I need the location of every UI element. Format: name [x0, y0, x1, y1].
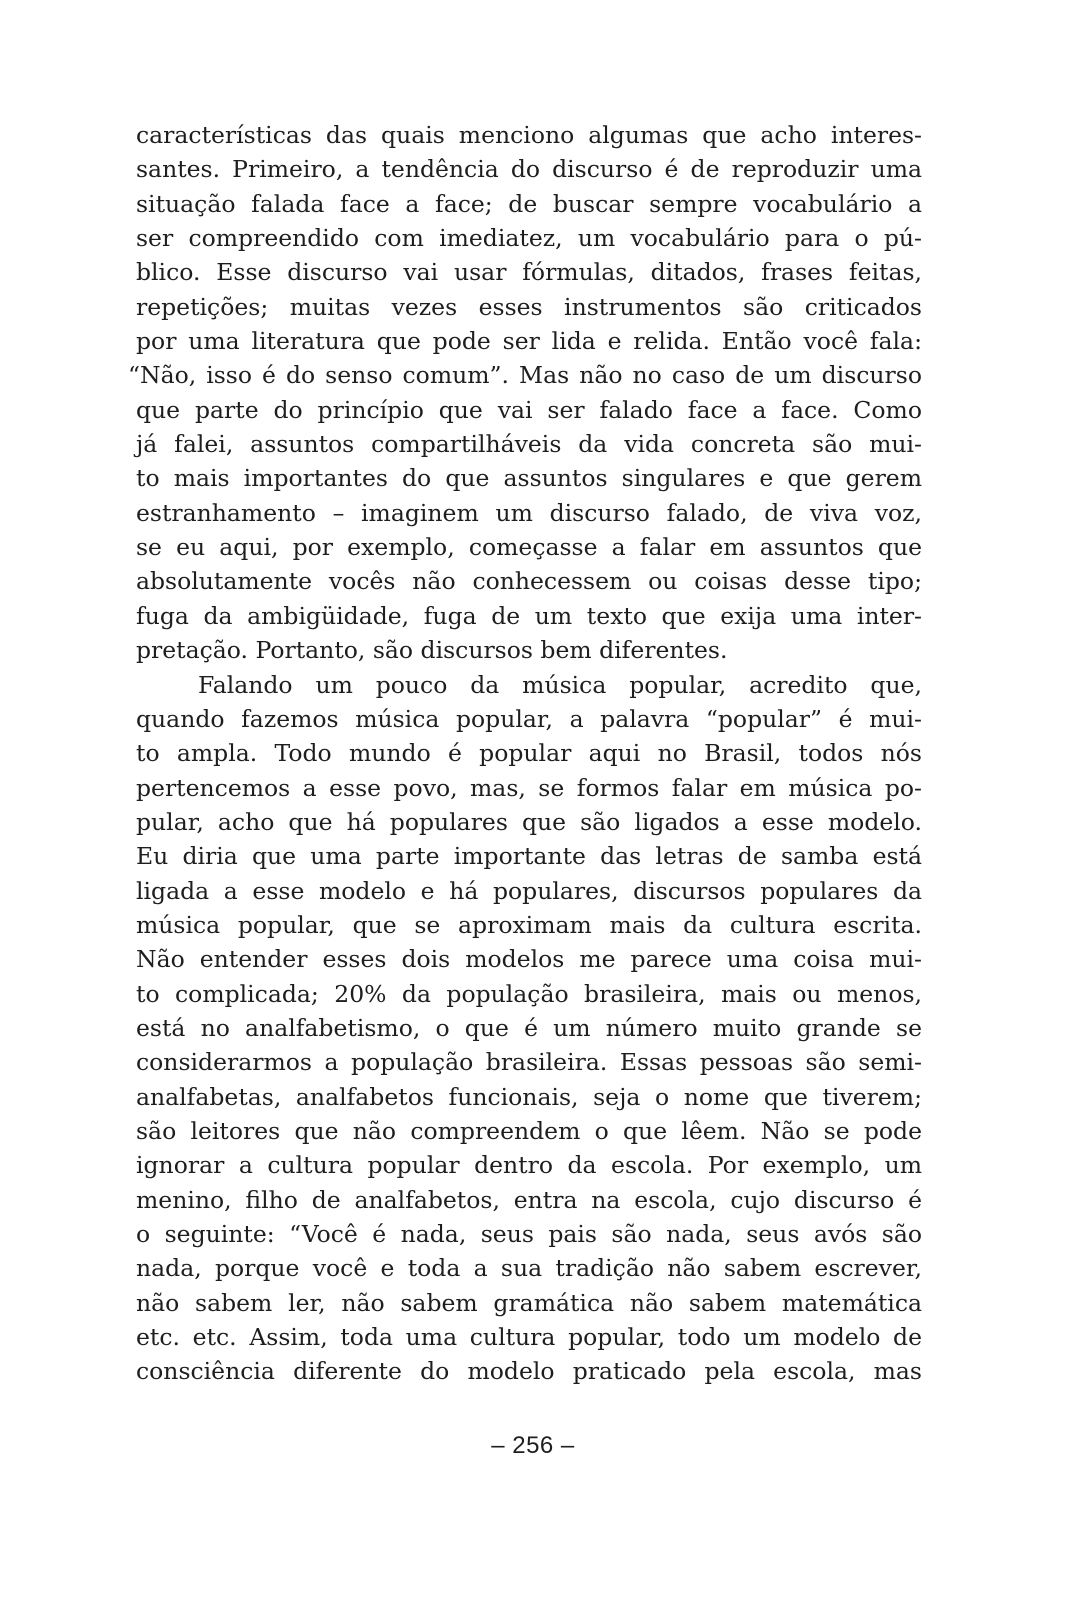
text-line: pular, acho que há populares que são ligados a esse modelo.	[136, 807, 922, 836]
text-line: Eu diria que uma parte importante das letras de samba está	[136, 842, 922, 871]
text-line: Não entender esses dois modelos me parece uma coisa mui-	[136, 945, 922, 974]
text-line: o seguinte: “Você é nada, seus pais são nada, seus avós são	[136, 1220, 922, 1248]
text-line: to complicada; 20% da população brasileira, mais ou menos,	[136, 979, 922, 1008]
text-line: repetições; muitas vezes esses instrumentos são criticados	[136, 292, 922, 321]
body-text	[128, 118, 922, 1389]
text-line: características das quais menciono algumas que acho interes-	[136, 121, 922, 149]
paragraph-first-line: Falando um pouco da música popular, acredito que,	[198, 670, 922, 699]
text-line: nada, porque você e toda a sua tradição não sabem escrever,	[136, 1254, 922, 1283]
paragraph-last-line: pretação. Portanto, são discursos bem diferentes.	[136, 636, 728, 665]
text-line: etc. etc. Assim, toda uma cultura popular, todo um modelo de	[136, 1323, 922, 1352]
text-line: santes. Primeiro, a tendência do discurso é de reproduzir uma	[136, 155, 922, 184]
text-line: são leitores que não compreendem o que lêem. Não se pode	[136, 1116, 922, 1145]
text-line: está no analfabetismo, o que é um número muito grande se	[136, 1013, 922, 1042]
text-line: música popular, que se aproximam mais da cultura escrita.	[136, 910, 922, 939]
text-line: quando fazemos música popular, a palavra “popular” é mui-	[136, 704, 922, 733]
text-line: por uma literatura que pode ser lida e relida. Então você fala:	[136, 327, 922, 356]
text-line: não sabem ler, não sabem gramática não sabem matemática	[136, 1288, 922, 1317]
text-line: se eu aqui, por exemplo, começasse a falar em assuntos que	[136, 533, 922, 562]
text-line: estranhamento – imaginem um discurso falado, de viva voz,	[136, 498, 922, 527]
text-line: ligada a esse modelo e há populares, discursos populares da	[136, 876, 922, 905]
text-line: situação falada face a face; de buscar sempre vocabulário a	[136, 189, 922, 218]
text-line: considerarmos a população brasileira. Essas pessoas são semi-	[136, 1048, 922, 1077]
text-line: blico. Esse discurso vai usar fórmulas, ditados, frases feitas,	[136, 258, 922, 287]
text-line: que parte do princípio que vai ser falado face a face. Como	[136, 395, 922, 424]
text-line: ignorar a cultura popular dentro da escola. Por exemplo, um	[136, 1151, 922, 1180]
text-line: fuga da ambigüidade, fuga de um texto que exija uma inter-	[136, 601, 922, 630]
text-line: to mais importantes do que assuntos singulares e que gerem	[136, 464, 922, 493]
text-line: pertencemos a esse povo, mas, se formos falar em música po-	[136, 773, 922, 802]
text-line: “Não, isso é do senso comum”. Mas não no caso de um discurso	[128, 361, 922, 390]
page-number: – 256 –	[491, 1432, 575, 1459]
text-line: consciência diferente do modelo praticado pela escola, mas	[136, 1357, 922, 1386]
text-line: absolutamente vocês não conhecessem ou coisas desse tipo;	[136, 567, 922, 596]
text-line: já falei, assuntos compartilháveis da vida concreta são mui-	[136, 430, 922, 459]
text-line: analfabetas, analfabetos funcionais, seja o nome que tiverem;	[136, 1082, 922, 1111]
text-line: ser compreendido com imediatez, um vocabulário para o pú-	[136, 224, 922, 253]
text-line: to ampla. Todo mundo é popular aqui no Brasil, todos nós	[136, 739, 922, 768]
text-line: menino, filho de analfabetos, entra na escola, cujo discurso é	[136, 1185, 922, 1214]
